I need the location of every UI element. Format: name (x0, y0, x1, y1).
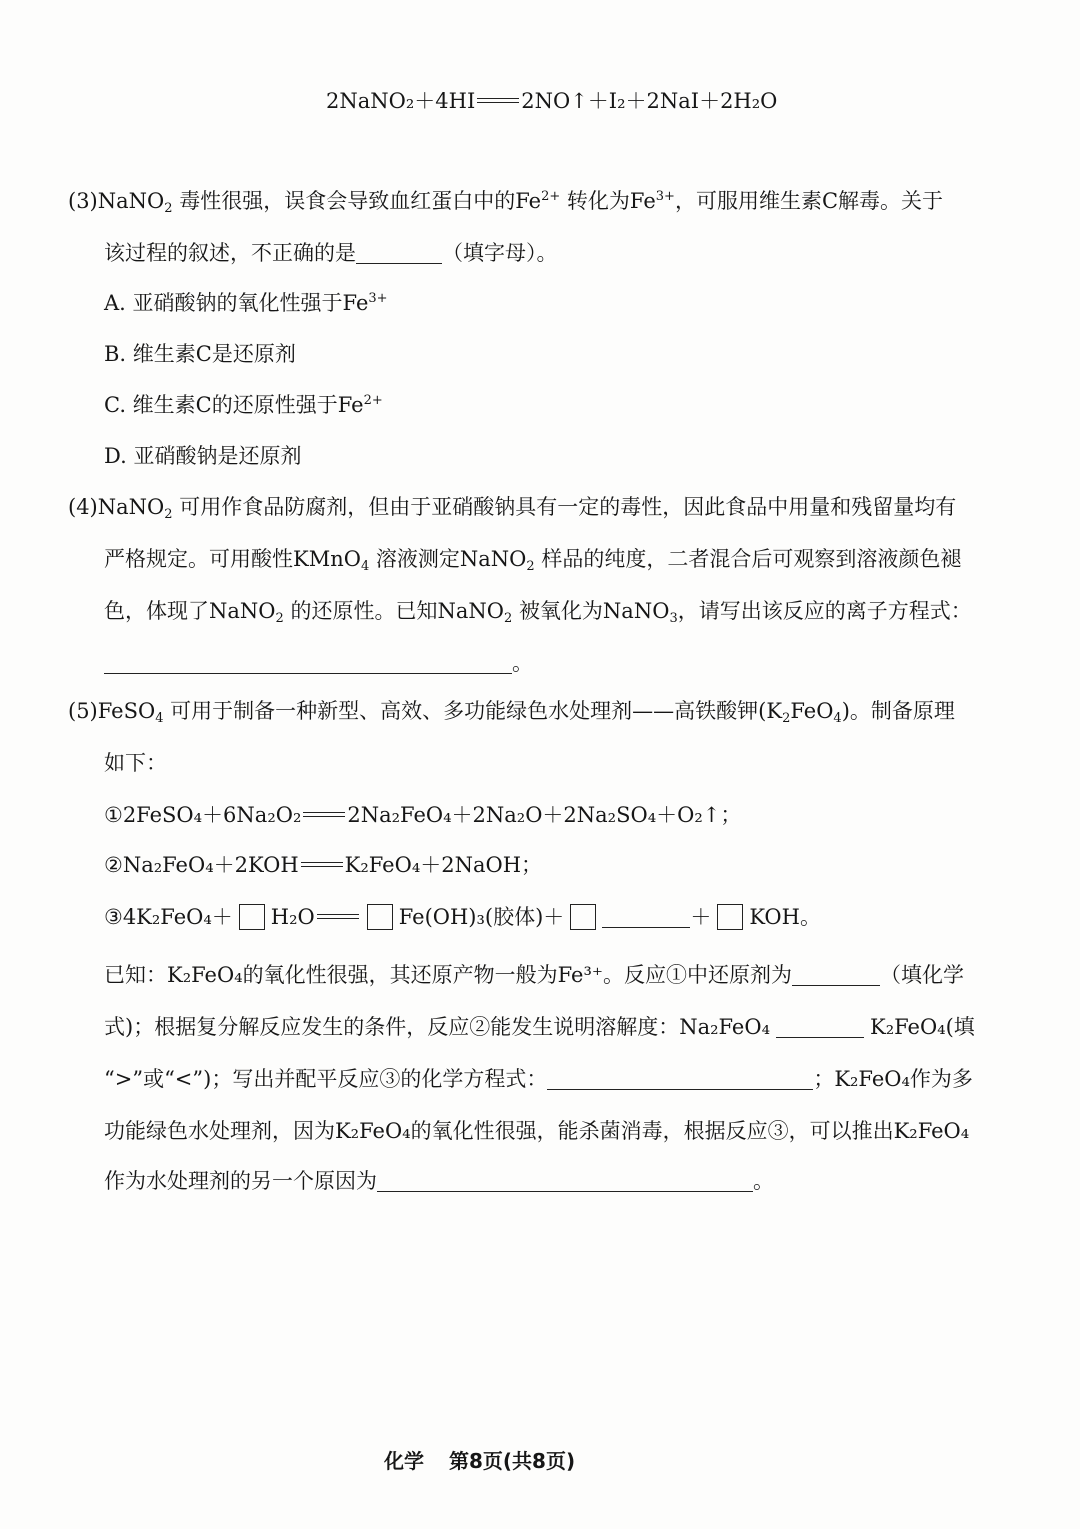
q4-text: (4)NaNO (68, 495, 165, 519)
subscript: 2 (275, 611, 284, 626)
q4-text: 严格规定。可用酸性KMnO (104, 547, 361, 571)
q4-text: 色，体现了NaNO (104, 599, 276, 623)
reaction-2 (104, 850, 542, 880)
q3-option-a (104, 288, 388, 318)
q5-text: K₂FeO₄(填 (870, 1015, 975, 1039)
q4-text: 被氧化为NaNO (518, 599, 670, 623)
q5-line-2 (104, 748, 167, 778)
q4-text: 溶液测定NaNO (375, 547, 527, 571)
q5-para-2 (104, 1012, 975, 1042)
subscript: 3 (669, 611, 678, 626)
subscript: 2 (164, 507, 173, 522)
q4-line-4 (104, 648, 533, 678)
q5-text: （填化学 (879, 963, 964, 987)
subscript: 2 (526, 559, 535, 574)
subscript: 4 (360, 559, 370, 574)
reaction-2-lhs: ②Na₂FeO₄＋2KOH (104, 853, 299, 877)
answer-blank[interactable] (792, 965, 880, 986)
subscript: 4 (833, 711, 842, 726)
equals-sign (303, 812, 345, 817)
q5-text: (5)FeSO (68, 699, 156, 723)
reaction-3-text: ＋ (690, 905, 712, 929)
q3-text: (3)NaNO (68, 189, 165, 213)
answer-blank[interactable] (356, 243, 442, 264)
reaction-3-text: H₂O (270, 905, 315, 929)
superscript: 2+ (541, 189, 561, 204)
subscript: 2 (782, 711, 791, 726)
q4-text: 样品的纯度，二者混合后可观察到溶液颜色褪 (541, 547, 962, 571)
top-equation-rhs: 2NO↑＋I₂＋2NaI＋2H₂O (521, 89, 778, 113)
reaction-1 (104, 800, 741, 830)
reaction-3 (104, 902, 821, 932)
footer-page-number: 第8页(共8页) (448, 1449, 576, 1473)
q4-line-3 (104, 596, 972, 626)
q3-line-1 (68, 186, 943, 216)
option-c-text: C. 维生素C的还原性强于Fe (104, 393, 364, 417)
q5-para-3 (104, 1064, 973, 1094)
page-footer (384, 1446, 575, 1476)
subscript: 2 (164, 201, 173, 216)
q5-text: 式)；根据复分解反应发生的条件，反应②能发生说明溶解度：Na₂FeO₄ (104, 1015, 770, 1039)
q5-text: 如下： (104, 751, 167, 775)
product-blank[interactable] (602, 907, 690, 928)
answer-blank[interactable] (104, 653, 512, 674)
q3-text: 转化为Fe (566, 189, 656, 213)
q4-text: 可用作食品防腐剂，但由于亚硝酸钠具有一定的毒性，因此食品中用量和残留量均有 (179, 495, 957, 519)
coefficient-box[interactable] (239, 904, 265, 930)
reaction-1-lhs: ①2FeSO₄＋6Na₂O₂ (104, 803, 302, 827)
coefficient-box[interactable] (570, 904, 596, 930)
equals-sign (477, 98, 519, 103)
coefficient-box[interactable] (367, 904, 393, 930)
subscript: 4 (155, 711, 164, 726)
q5-text: 可用于制备一种新型、高效、多功能绿色水处理剂——高铁酸钾(K (170, 699, 783, 723)
reaction-3-text: ③4K₂FeO₄＋ (104, 905, 233, 929)
q5-text: 作为水处理剂的另一个原因为 (104, 1169, 377, 1193)
subscript: 2 (503, 611, 513, 626)
top-equation (326, 86, 777, 116)
equals-sign (317, 914, 359, 919)
q3-option-d (104, 441, 301, 471)
q3-text: ，可服用维生素C解毒。关于 (674, 189, 944, 213)
q4-text: 。 (512, 651, 533, 675)
option-d-text: D. 亚硝酸钠是还原剂 (104, 444, 302, 468)
q5-text: ；K₂FeO₄作为多 (813, 1067, 973, 1091)
q5-text: 已知：K₂FeO₄的氧化性很强，其还原产物一般为Fe³⁺。反应①中还原剂为 (104, 963, 792, 987)
option-a-text: A. 亚硝酸钠的氧化性强于Fe (104, 291, 369, 315)
superscript: 2+ (363, 393, 383, 408)
q3-line-2 (104, 238, 558, 268)
q3-text: 毒性很强，误食会导致血红蛋白中的Fe (179, 189, 542, 213)
q3-option-c (104, 390, 383, 420)
reaction-2-rhs: K₂FeO₄＋2NaOH； (344, 853, 543, 877)
q4-text: ，请写出该反应的离子方程式： (677, 599, 972, 623)
q5-text: 。 (753, 1169, 774, 1193)
option-b-text: B. 维生素C是还原剂 (104, 342, 296, 366)
q4-line-2 (104, 544, 961, 574)
q5-para-5 (104, 1166, 774, 1196)
reaction-3-text: KOH。 (749, 905, 821, 929)
q3-text: 该过程的叙述，不正确的是 (104, 241, 356, 265)
answer-blank[interactable] (547, 1069, 813, 1090)
q4-text: 的还原性。已知NaNO (290, 599, 504, 623)
q5-text: “>”或“<”)；写出并配平反应③的化学方程式： (104, 1067, 548, 1091)
answer-blank[interactable] (776, 1017, 864, 1038)
equals-sign (301, 862, 343, 867)
top-equation-lhs: 2NaNO₂＋4HI (326, 89, 476, 113)
q3-text: （填字母）。 (442, 241, 558, 265)
q5-text: FeO (790, 699, 834, 723)
q4-line-1 (68, 492, 956, 522)
q3-option-b (104, 339, 296, 369)
reaction-3-text: Fe(OH)₃(胶体)＋ (398, 905, 565, 929)
superscript: 3+ (368, 291, 388, 306)
answer-blank[interactable] (377, 1171, 753, 1192)
q5-text: 功能绿色水处理剂，因为K₂FeO₄的氧化性很强，能杀菌消毒，根据反应③，可以推出K₂FeO₄ (104, 1119, 970, 1143)
footer-subject: 化学 (384, 1449, 424, 1473)
coefficient-box[interactable] (717, 904, 743, 930)
superscript: 3+ (655, 189, 675, 204)
q5-text: )。制备原理 (841, 699, 955, 723)
q5-para-4 (104, 1116, 969, 1146)
q5-para-1 (104, 960, 964, 990)
reaction-1-rhs: 2Na₂FeO₄＋2Na₂O＋2Na₂SO₄＋O₂↑； (347, 803, 742, 827)
q5-line-1 (68, 696, 955, 726)
